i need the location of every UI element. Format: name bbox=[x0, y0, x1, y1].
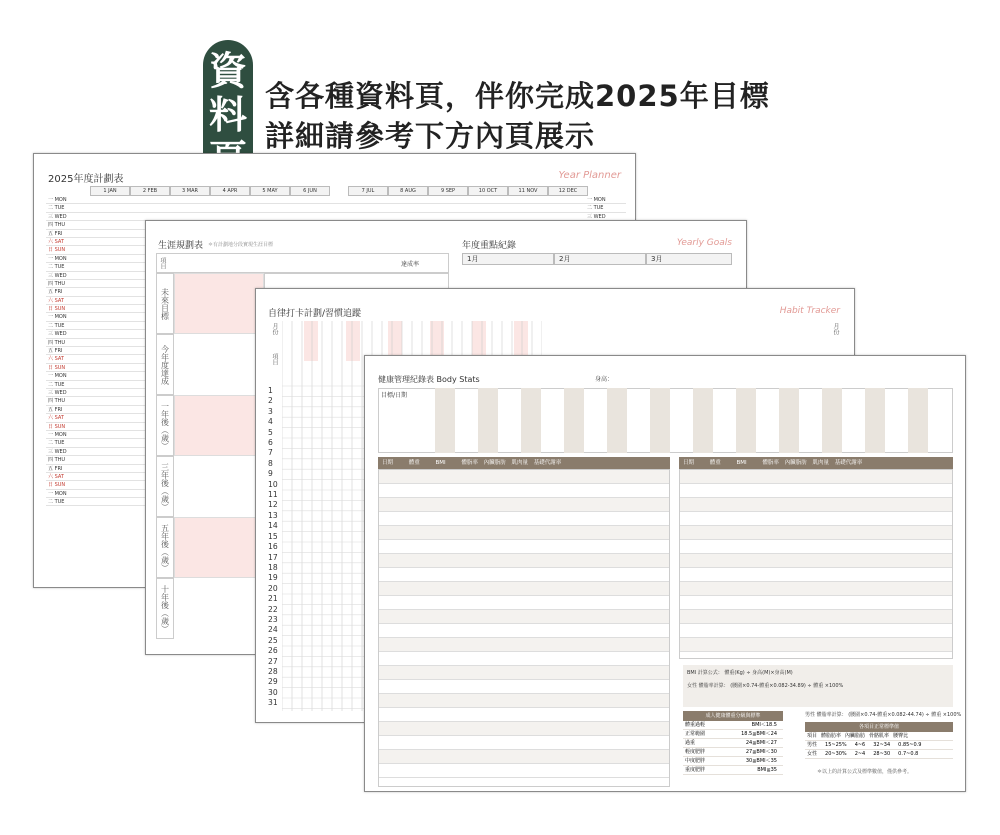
day-number: 8 bbox=[268, 458, 273, 468]
day-label: 四 THU bbox=[48, 398, 66, 405]
target-stripe bbox=[822, 388, 842, 453]
day-number: 15 bbox=[268, 531, 278, 541]
col-bodyfat: 體脂率 bbox=[762, 460, 779, 466]
norm-head: 項目 bbox=[807, 733, 818, 739]
day-label: 日 SUN bbox=[48, 423, 66, 430]
bmi-range: 27≦BMI＜30 bbox=[745, 749, 777, 755]
day-label: 二 TUE bbox=[48, 381, 65, 388]
day-number: 24 bbox=[268, 625, 278, 635]
stats-row bbox=[379, 638, 669, 652]
norm-cell: 2~4 bbox=[854, 751, 866, 757]
norm-cell: 28~30 bbox=[873, 751, 891, 757]
stats-row bbox=[379, 484, 669, 498]
day-label: 四 THU bbox=[48, 457, 66, 464]
norm-head: 腰臀比 bbox=[893, 733, 909, 739]
day-label: 六 SAT bbox=[48, 238, 64, 245]
day-label: 六 SAT bbox=[48, 415, 64, 422]
month-header: 7 JUL bbox=[348, 186, 388, 196]
day-number: 25 bbox=[268, 635, 278, 645]
bmi-standard-row bbox=[683, 739, 783, 748]
day-number: 5 bbox=[268, 427, 273, 437]
bmi-formula: 體重(Kg) ÷ 身高(M)×身高(M) bbox=[724, 670, 793, 676]
stats-header-left bbox=[378, 457, 670, 469]
stats-row bbox=[379, 736, 669, 750]
day-row bbox=[46, 204, 626, 212]
bmi-standard-row bbox=[683, 721, 783, 730]
month-header: 8 AUG bbox=[388, 186, 428, 196]
bmi-standard-table bbox=[683, 711, 783, 775]
stats-row bbox=[680, 470, 952, 484]
month-header: 5 MAY bbox=[250, 186, 290, 196]
target-stripe bbox=[478, 388, 498, 453]
day-label: 五 FRI bbox=[48, 289, 63, 296]
item-label: 項目 bbox=[159, 257, 166, 269]
bmi-class: 過重 bbox=[685, 740, 696, 746]
row-label: 五年後（歲） bbox=[156, 517, 174, 578]
stats-row bbox=[379, 750, 669, 764]
bmi-class: 重度肥胖 bbox=[685, 767, 706, 773]
yearly-goals-title: 年度重點紀錄 bbox=[462, 241, 517, 251]
male-formula-line bbox=[805, 711, 961, 718]
stats-row bbox=[680, 624, 952, 638]
stats-row bbox=[379, 624, 669, 638]
norm-head: 內臟脂肪 bbox=[845, 733, 866, 739]
bmi-range: BMI≧35 bbox=[757, 767, 777, 773]
body-stats-sheet bbox=[364, 355, 966, 792]
day-number: 14 bbox=[268, 521, 278, 531]
col-bmi: BMI bbox=[435, 460, 446, 466]
target-stripe bbox=[607, 388, 627, 453]
stats-row bbox=[379, 694, 669, 708]
bmi-class: 體重過輕 bbox=[685, 722, 706, 728]
day-number: 1 bbox=[268, 386, 273, 395]
yearly-goals-label-en: Yearly Goals bbox=[676, 238, 732, 248]
day-label: 四 THU bbox=[48, 222, 66, 229]
stats-row bbox=[379, 554, 669, 568]
stats-row bbox=[379, 610, 669, 624]
badge-char: 資 bbox=[208, 49, 247, 93]
day-label: 三 WED bbox=[48, 389, 67, 396]
right-day: 一 MON bbox=[587, 197, 606, 203]
stats-row bbox=[379, 596, 669, 610]
month-header: 12 DEC bbox=[548, 186, 588, 196]
day-number: 26 bbox=[268, 646, 278, 656]
stats-row bbox=[680, 526, 952, 540]
month-header: 10 OCT bbox=[468, 186, 508, 196]
body-stats-title: 健康管理紀錄表 Body Stats bbox=[378, 375, 480, 384]
col-visceral: 內臟脂肪 bbox=[784, 460, 807, 466]
day-label: 二 TUE bbox=[48, 322, 65, 329]
norm-head: 骨骼肌率 bbox=[869, 733, 890, 739]
stats-row bbox=[379, 498, 669, 512]
day-number: 27 bbox=[268, 656, 278, 666]
month-header: 11 NOV bbox=[508, 186, 548, 196]
col-muscle: 肌肉量 bbox=[511, 460, 528, 466]
bmi-range: 30≦BMI＜35 bbox=[745, 758, 777, 764]
month-header: 2 FEB bbox=[130, 186, 170, 196]
goal-month: 3月 bbox=[646, 253, 732, 265]
stats-row bbox=[379, 568, 669, 582]
day-number: 19 bbox=[268, 573, 278, 583]
day-number: 6 bbox=[268, 438, 273, 448]
day-number: 9 bbox=[268, 469, 273, 479]
norm-head-row bbox=[805, 732, 953, 741]
day-numbers bbox=[268, 386, 282, 709]
day-label: 二 TUE bbox=[48, 264, 65, 271]
row-label: 未來目標 bbox=[156, 273, 174, 334]
bmi-standard-row bbox=[683, 748, 783, 757]
day-number: 29 bbox=[268, 677, 278, 687]
day-label: 五 FRI bbox=[48, 465, 63, 472]
day-number: 21 bbox=[268, 594, 278, 604]
day-label: 一 MON bbox=[48, 255, 67, 262]
life-plan-title: 生涯規劃表 bbox=[158, 241, 204, 251]
stats-row bbox=[680, 512, 952, 526]
stats-row bbox=[379, 666, 669, 680]
day-number: 2 bbox=[268, 396, 273, 406]
month-header: 9 SEP bbox=[428, 186, 468, 196]
day-label: 二 TUE bbox=[48, 205, 65, 212]
col-date: 日期 bbox=[683, 460, 695, 466]
formula-box bbox=[683, 665, 953, 707]
month-header-right bbox=[348, 186, 588, 196]
day-number: 10 bbox=[268, 479, 278, 489]
stats-row bbox=[680, 638, 952, 652]
day-label: 一 MON bbox=[48, 197, 67, 203]
day-label: 五 FRI bbox=[48, 406, 63, 413]
norm-row bbox=[805, 741, 953, 750]
target-stripe bbox=[521, 388, 541, 453]
target-stripe bbox=[435, 388, 455, 453]
norm-cell: 15~25% bbox=[825, 742, 847, 748]
male-formula: (腰圍×0.74-體重×0.082-44.74) ÷ 體重 ×100% bbox=[848, 712, 962, 718]
day-number: 20 bbox=[268, 583, 278, 593]
right-day: 二 TUE bbox=[587, 205, 604, 212]
stats-row bbox=[680, 540, 952, 554]
norm-cell: 0.7~0.8 bbox=[898, 751, 919, 757]
pink-block bbox=[174, 395, 264, 456]
day-label: 一 MON bbox=[48, 431, 67, 438]
day-number: 30 bbox=[268, 687, 278, 697]
target-stripe bbox=[693, 388, 713, 453]
right-day: 三 WED bbox=[587, 213, 606, 220]
pink-block bbox=[174, 517, 264, 578]
norm-cell: 0.85~0.9 bbox=[898, 742, 922, 748]
stats-row bbox=[379, 680, 669, 694]
col-weight: 體重 bbox=[709, 460, 721, 466]
col-bmr: 基礎代謝率 bbox=[533, 460, 562, 466]
day-number: 12 bbox=[268, 500, 278, 510]
day-label: 日 SUN bbox=[48, 306, 66, 313]
target-stripe bbox=[564, 388, 584, 453]
stats-row bbox=[379, 526, 669, 540]
month-header-left bbox=[90, 186, 330, 196]
month-label: 月份 bbox=[271, 323, 278, 335]
day-label: 日 SUN bbox=[48, 482, 66, 489]
day-label: 五 FRI bbox=[48, 230, 63, 237]
norm-head: 體脂肪率 bbox=[821, 733, 842, 739]
col-bodyfat: 體脂率 bbox=[461, 460, 478, 466]
day-label: 二 TUE bbox=[48, 499, 65, 506]
stats-table-right bbox=[679, 469, 953, 659]
month-label-right: 月份 bbox=[832, 323, 839, 335]
col-muscle: 肌肉量 bbox=[812, 460, 829, 466]
year-planner-title: 2025年度計劃表 bbox=[48, 174, 124, 185]
female-formula: (腰圍×0.74-體重×0.082-34.89) ÷ 體重 ×100% bbox=[730, 683, 844, 689]
bmi-standard-rows bbox=[683, 721, 783, 775]
stats-row bbox=[379, 764, 669, 778]
day-label: 二 TUE bbox=[48, 440, 65, 447]
stats-row bbox=[379, 722, 669, 736]
day-label: 三 WED bbox=[48, 272, 67, 279]
stats-row bbox=[680, 596, 952, 610]
day-label: 五 FRI bbox=[48, 348, 63, 355]
day-number: 31 bbox=[268, 698, 278, 708]
norm-table bbox=[805, 722, 953, 759]
stats-row bbox=[680, 582, 952, 596]
bmi-range: BMI＜18.5 bbox=[751, 722, 777, 728]
bmi-range: 18.5≦BMI＜24 bbox=[741, 731, 777, 737]
bmi-range: 24≦BMI＜27 bbox=[745, 740, 777, 746]
day-label: 一 MON bbox=[48, 373, 67, 380]
day-label: 六 SAT bbox=[48, 473, 64, 480]
stats-row bbox=[680, 498, 952, 512]
day-label: 一 MON bbox=[48, 314, 67, 321]
day-label: 一 MON bbox=[48, 490, 67, 497]
day-label: 六 SAT bbox=[48, 356, 64, 363]
year-planner-label-en: Year Planner bbox=[558, 170, 621, 181]
day-number: 18 bbox=[268, 562, 278, 572]
stats-table-left bbox=[378, 469, 670, 787]
norm-cell: 女性 bbox=[807, 751, 818, 757]
bmi-class: 輕度肥胖 bbox=[685, 749, 706, 755]
habit-tracker-title: 自律打卡計劃/習慣追蹤 bbox=[268, 309, 362, 319]
bmi-standard-title: 成人健康體重分級與標準 bbox=[683, 711, 783, 721]
norm-cell: 男性 bbox=[807, 742, 818, 748]
row-label: 一年後（歲） bbox=[156, 395, 174, 456]
day-number: 11 bbox=[268, 490, 278, 500]
bmi-formula-line bbox=[687, 669, 949, 676]
day-label: 六 SAT bbox=[48, 297, 64, 304]
pink-block bbox=[174, 273, 264, 334]
badge-char: 料 bbox=[208, 93, 247, 137]
day-row bbox=[46, 196, 626, 204]
item-label: 項目 bbox=[271, 353, 278, 365]
day-number: 4 bbox=[268, 417, 273, 427]
stats-row bbox=[379, 470, 669, 484]
female-formula-label: 女性 體脂率計算： bbox=[687, 683, 729, 689]
day-number: 13 bbox=[268, 510, 278, 520]
month-header: 3 MAR bbox=[170, 186, 210, 196]
day-label: 日 SUN bbox=[48, 364, 66, 371]
day-label: 日 SUN bbox=[48, 247, 66, 254]
day-label: 三 WED bbox=[48, 331, 67, 338]
day-number: 16 bbox=[268, 542, 278, 552]
day-label: 三 WED bbox=[48, 213, 67, 220]
day-number: 3 bbox=[268, 406, 273, 416]
stats-row bbox=[379, 652, 669, 666]
stats-row bbox=[680, 568, 952, 582]
stats-row bbox=[379, 540, 669, 554]
stats-row bbox=[379, 708, 669, 722]
norm-title: 各項目正常標準值 bbox=[805, 722, 953, 732]
row-label: 十年後（歲） bbox=[156, 578, 174, 639]
right-day-list bbox=[587, 196, 606, 221]
stats-row bbox=[379, 582, 669, 596]
female-formula-line bbox=[687, 682, 949, 689]
disclaimer-note: ＊以上的計算公式及標準數值，僅供參考。 bbox=[817, 769, 913, 775]
bmi-class: 中度肥胖 bbox=[685, 758, 706, 764]
stats-row bbox=[680, 484, 952, 498]
col-date: 日期 bbox=[382, 460, 394, 466]
norm-cell: 20~30% bbox=[825, 751, 847, 757]
goal-month: 1月 bbox=[462, 253, 554, 265]
month-header: 1 JAN bbox=[90, 186, 130, 196]
bmi-standard-row bbox=[683, 757, 783, 766]
day-number: 17 bbox=[268, 552, 278, 562]
height-label: 身高： bbox=[595, 376, 614, 383]
bmi-class: 正常範圍 bbox=[685, 731, 706, 737]
row-label: 今年度達成 bbox=[156, 334, 174, 395]
month-header: 6 JUN bbox=[290, 186, 330, 196]
month-header: 4 APR bbox=[210, 186, 250, 196]
day-number: 28 bbox=[268, 666, 278, 676]
norm-cell: 4~6 bbox=[854, 742, 866, 748]
stats-header-right bbox=[679, 457, 953, 469]
day-number: 22 bbox=[268, 604, 278, 614]
stats-row bbox=[680, 610, 952, 624]
target-stripe bbox=[779, 388, 799, 453]
col-bmr: 基礎代謝率 bbox=[834, 460, 863, 466]
day-label: 三 WED bbox=[48, 448, 67, 455]
goal-month: 2月 bbox=[554, 253, 646, 265]
norm-cell: 32~34 bbox=[873, 742, 891, 748]
col-weight: 體重 bbox=[408, 460, 420, 466]
achieve-label: 達成率 bbox=[401, 261, 420, 268]
male-formula-label: 男性 體脂率計算： bbox=[805, 712, 847, 718]
stats-row bbox=[379, 512, 669, 526]
day-label: 四 THU bbox=[48, 339, 66, 346]
day-number: 7 bbox=[268, 448, 273, 458]
bmi-formula-label: BMI 計算公式： bbox=[687, 670, 723, 676]
row-label: 三年後（歲） bbox=[156, 456, 174, 517]
col-visceral: 內臟脂肪 bbox=[483, 460, 506, 466]
life-plan-subtitle: ＊有計劃地分段實現生涯目標 bbox=[208, 242, 274, 248]
target-label: 目標/日期 bbox=[381, 392, 408, 399]
day-number: 23 bbox=[268, 614, 278, 624]
target-stripe bbox=[865, 388, 885, 453]
bmi-standard-row bbox=[683, 730, 783, 739]
target-stripe bbox=[650, 388, 670, 453]
norm-row bbox=[805, 750, 953, 759]
col-bmi: BMI bbox=[736, 460, 747, 466]
headline-line-1: 含各種資料頁，伴你完成2025年目標 bbox=[265, 79, 770, 113]
headline bbox=[265, 76, 770, 156]
stats-row bbox=[680, 554, 952, 568]
headline-line-2: 詳細請參考下方內頁展示 bbox=[265, 119, 596, 153]
habit-tracker-label-en: Habit Tracker bbox=[779, 306, 840, 316]
day-label: 四 THU bbox=[48, 280, 66, 287]
bmi-standard-row bbox=[683, 766, 783, 775]
target-stripe bbox=[908, 388, 928, 453]
target-stripe bbox=[736, 388, 756, 453]
